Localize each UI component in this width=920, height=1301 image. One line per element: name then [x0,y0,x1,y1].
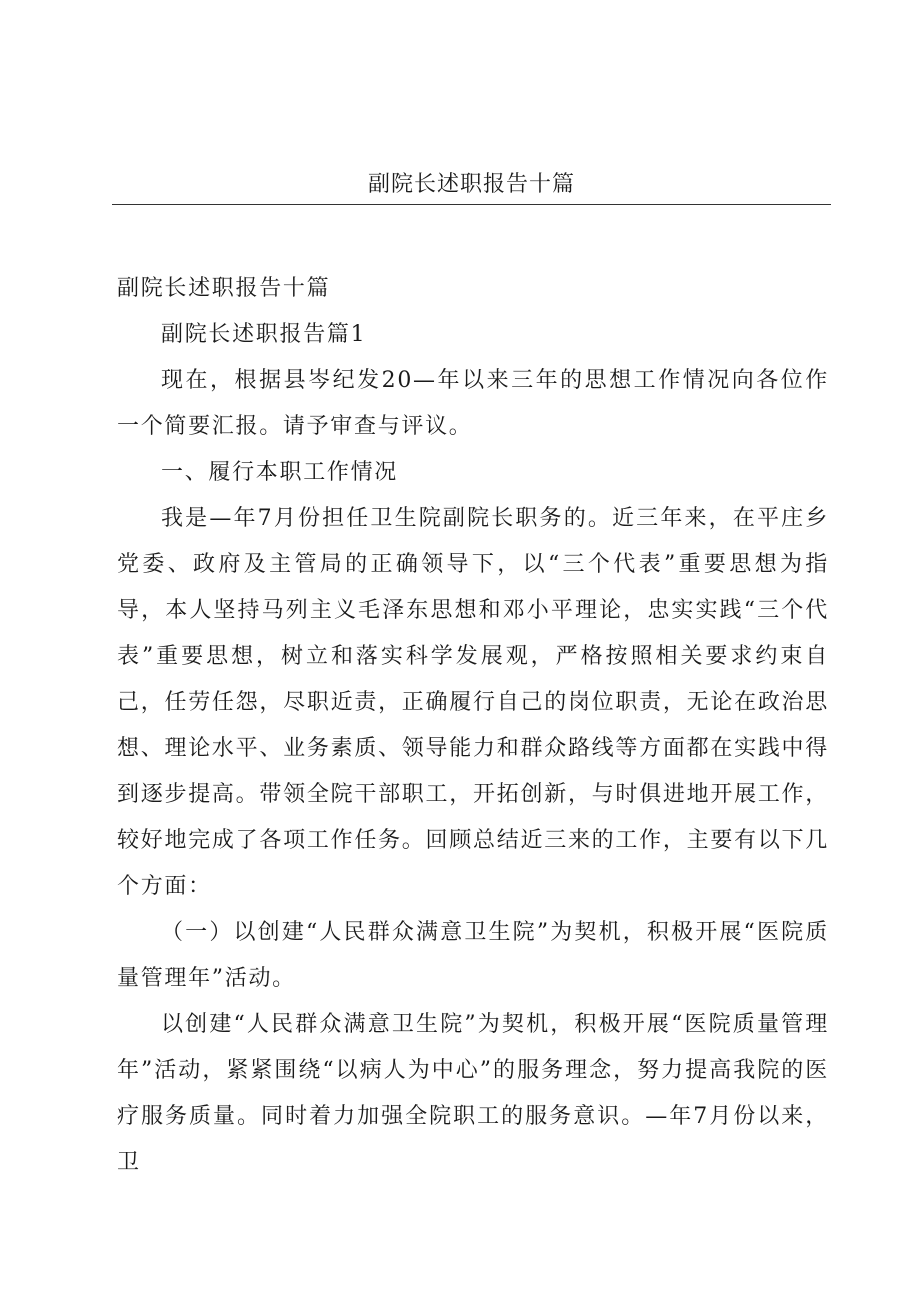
subsection-heading-1: （一）以创建“人民群众满意卫生院”为契机，积极开展“医院质量管理年”活动。 [117,920,829,991]
document-heading: 副院长述职报告十篇 [117,276,331,301]
document-subheading: 副院长述职报告篇1 [161,322,367,347]
section-heading-1: 一、履行本职工作情况 [161,460,399,485]
document-body [117,266,829,1186]
running-header [112,168,831,205]
paragraph-intro: 现在，根据县岑纪发20—年以来三年的思想工作情况向各位作一个简要汇报。请予审查与评议。 [117,368,829,439]
paragraph-work-summary: 我是—年7月份担任卫生院副院长职务的。近三年来，在平庄乡党委、政府及主管局的正确领导下，以“三个代表”重要思想为指导，本人坚持马列主义毛泽东思想和邓小平理论，忠实实践“三个代表”重要思想，树立和落实科学发展观，严格按照相关要求约束自己，任劳任怨，尽职近责，正确履行自己的岗位职责，无论在政治思想、理论水平、业务素质、领导能力和群众路线等方面都在实践中得到逐步提高。带领全院干部职工，开拓创新，与时俱进地开展工作，较好地完成了各项工作任务。回顾总结近三来的工作，主要有以下几个方面： [117,506,829,899]
header-title: 副院长述职报告十篇 [367,172,575,197]
paragraph-quality-management: 以创建“人民群众满意卫生院”为契机，积极开展“医院质量管理年”活动，紧紧围绕“以病人为中心”的服务理念，努力提高我院的医疗服务质量。同时着力加强全院职工的服务意识。—年7月份以来，卫 [117,1012,829,1175]
